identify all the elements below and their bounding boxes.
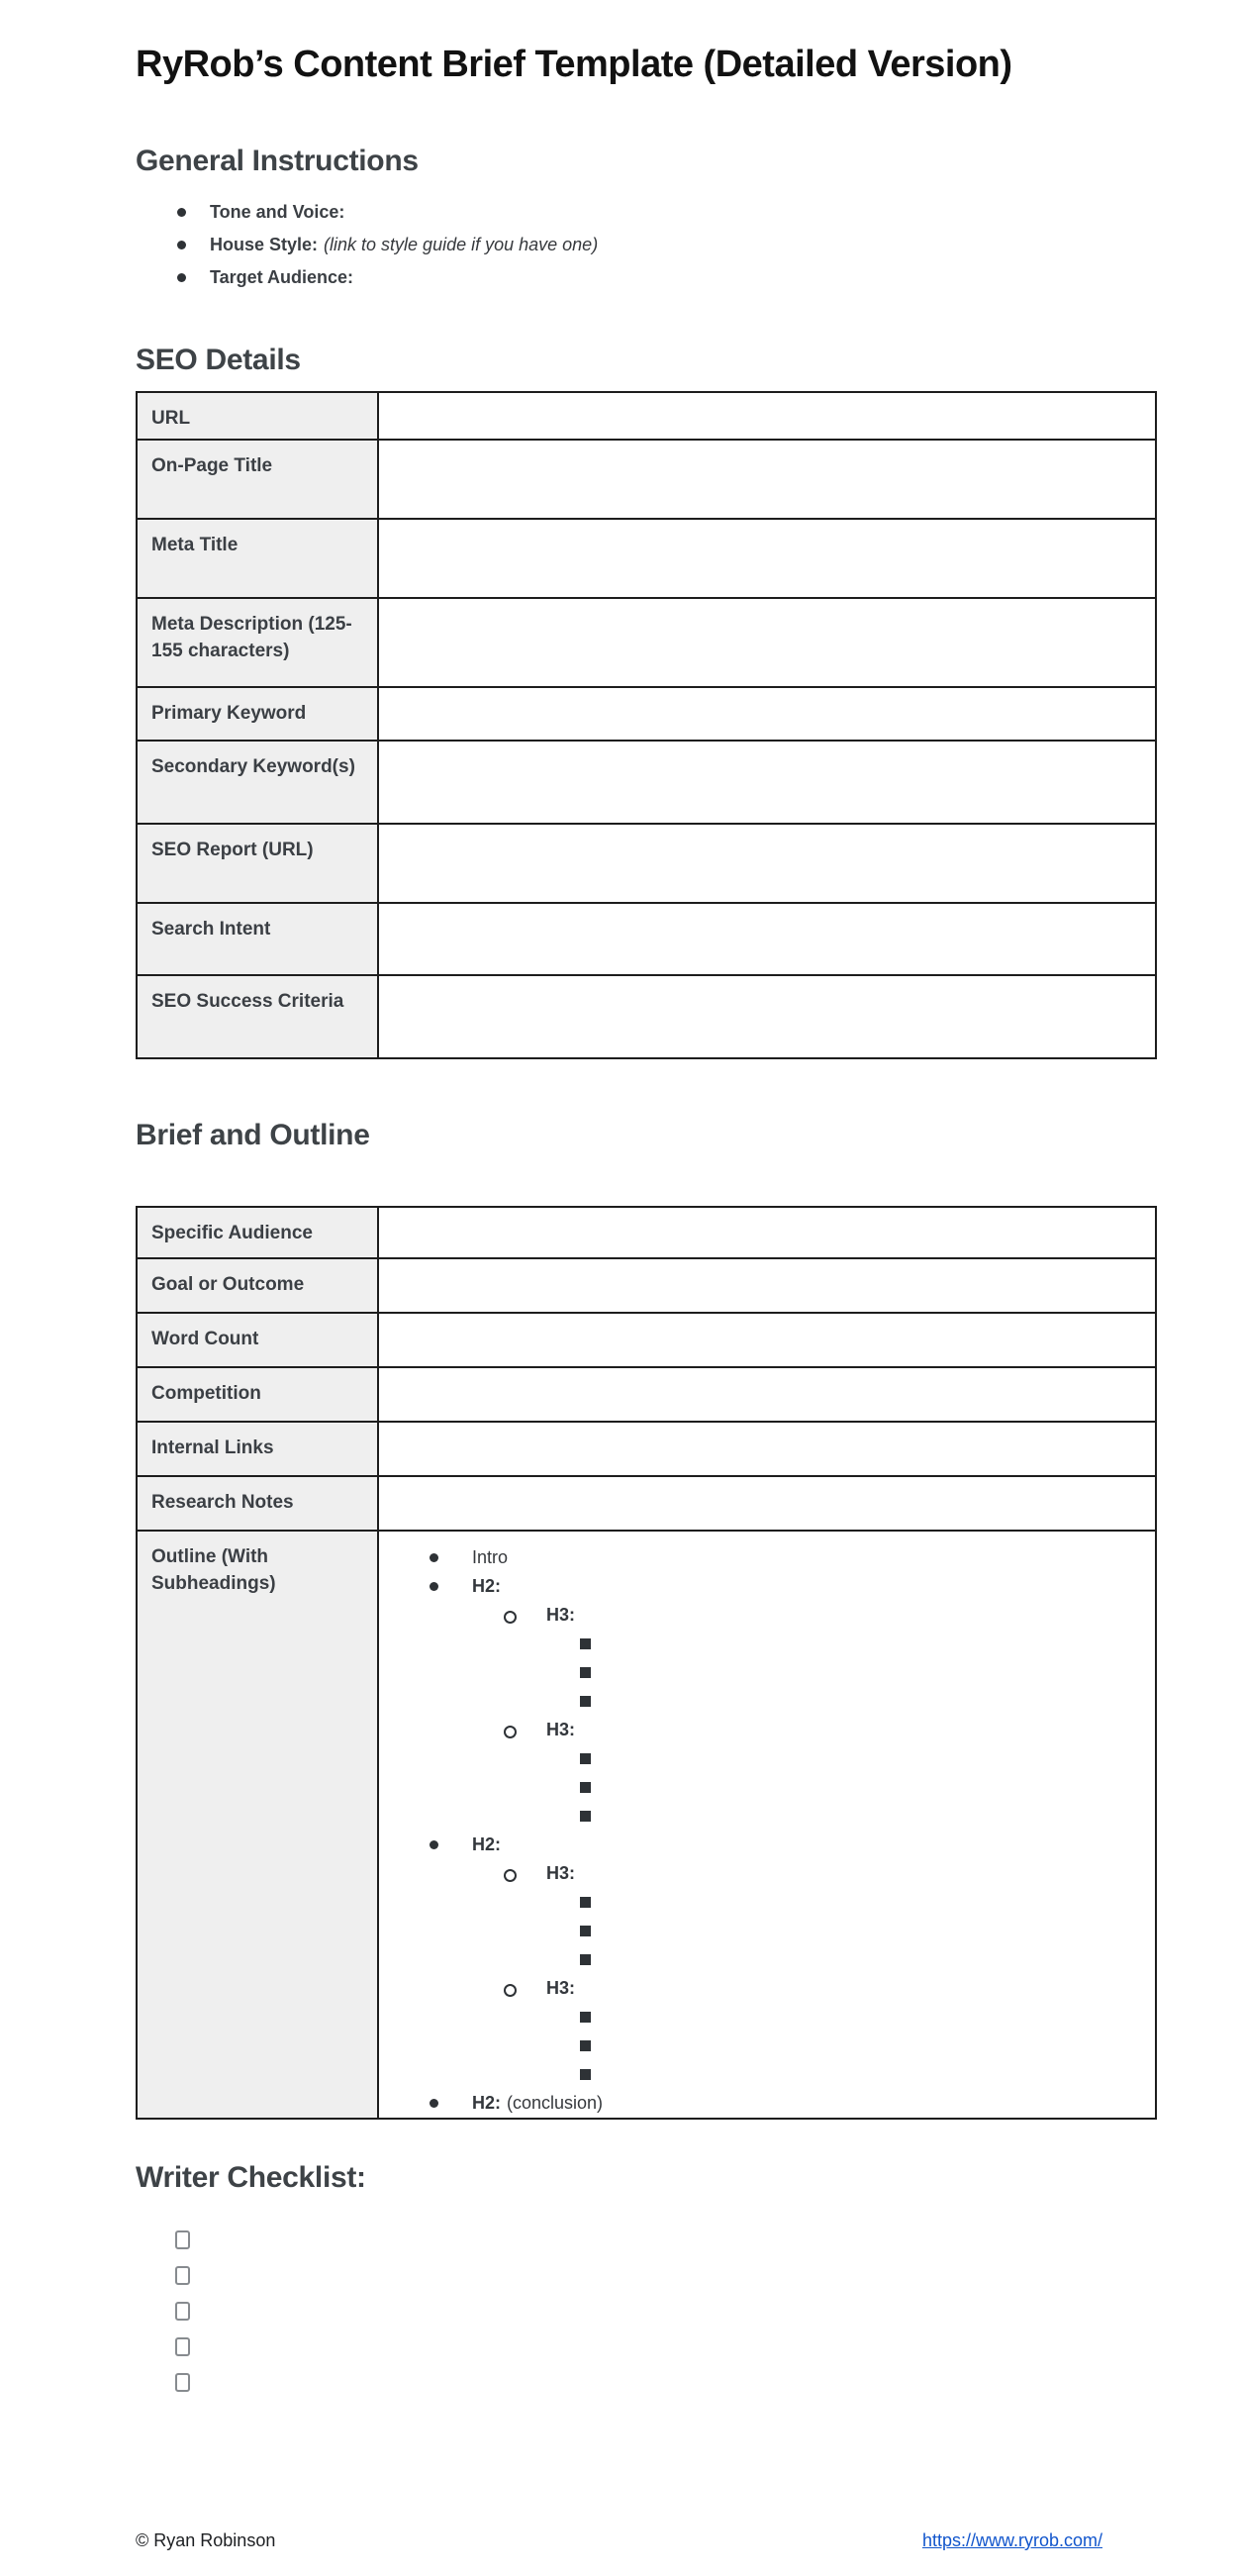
- list-item-house-style: [210, 229, 1157, 261]
- outline-point: [594, 2031, 1155, 2060]
- outline-item-h2-conclusion: [472, 2089, 1155, 2118]
- writer-checklist: [136, 2230, 1157, 2392]
- row-value-cell[interactable]: [378, 1476, 1156, 1531]
- checkbox-empty[interactable]: [175, 2266, 190, 2285]
- table-row-outline: [137, 1531, 1156, 2119]
- checkbox-empty[interactable]: [175, 2230, 190, 2249]
- ryrob-link[interactable]: https://www.ryrob.com/: [921, 2530, 1102, 2550]
- outline-point: [594, 1773, 1155, 1802]
- table-row-secondary-keywords: [137, 741, 1156, 824]
- outline-h2-label: H2:: [472, 1834, 502, 1854]
- outline-point: [594, 1687, 1155, 1716]
- row-value-cell[interactable]: [378, 1313, 1156, 1367]
- copyright-text: © Ryan Robinson: [136, 2530, 276, 2550]
- outline-point: [594, 1917, 1155, 1945]
- outline-point: [594, 1802, 1155, 1831]
- heading-writer-checklist: Writer Checklist:: [136, 2161, 366, 2194]
- heading-brief-and-outline: Brief and Outline: [136, 1119, 370, 1151]
- row-label: On-Page Title: [137, 440, 378, 519]
- row-value-cell[interactable]: [378, 975, 1156, 1058]
- table-row-primary-keyword: [137, 687, 1156, 741]
- row-value-cell[interactable]: [378, 1258, 1156, 1313]
- outline-list: [379, 1543, 1155, 2118]
- list-item-note: (link to style guide if you have one): [324, 235, 599, 254]
- table-row-word-count: [137, 1313, 1156, 1367]
- row-value-cell[interactable]: [378, 1367, 1156, 1422]
- table-row-goal-or-outcome: [137, 1258, 1156, 1313]
- row-label: SEO Report (URL): [137, 824, 378, 903]
- row-label: Outline (With Subheadings): [137, 1531, 378, 2119]
- outline-item-h3: [546, 1974, 1155, 2089]
- outline-point: [594, 1888, 1155, 1917]
- outline-point: [594, 1630, 1155, 1658]
- outline-item-h2: [472, 1831, 1155, 2089]
- table-row-research-notes: [137, 1476, 1156, 1531]
- table-row-seo-report: [137, 824, 1156, 903]
- outline-h3-label: H3:: [546, 1605, 576, 1625]
- row-label: Goal or Outcome: [137, 1258, 378, 1313]
- outline-point: [594, 1945, 1155, 1974]
- outline-sublist: [472, 1859, 1155, 2089]
- table-row-internal-links: [137, 1422, 1156, 1476]
- document-page: [136, 42, 1157, 2392]
- outline-points: [546, 1888, 1155, 1974]
- outline-points: [546, 1744, 1155, 1831]
- table-row-competition: [137, 1367, 1156, 1422]
- doc-title: RyRob’s Content Brief Template (Detailed Version): [136, 44, 1012, 85]
- list-item-label: House Style:: [210, 235, 319, 254]
- outline-h2-label: H2:: [472, 2093, 502, 2113]
- list-item-tone-and-voice: [210, 196, 1157, 229]
- row-label: Meta Title: [137, 519, 378, 598]
- row-label: Word Count: [137, 1313, 378, 1367]
- row-value-cell[interactable]: [378, 687, 1156, 741]
- row-value-cell[interactable]: [378, 741, 1156, 824]
- table-row-specific-audience: [137, 1207, 1156, 1258]
- outline-cell[interactable]: [378, 1531, 1156, 2119]
- page-footer: [136, 2530, 1102, 2551]
- table-row-meta-description: [137, 598, 1156, 687]
- outline-item-intro: Intro: [472, 1543, 1155, 1572]
- table-row-search-intent: [137, 903, 1156, 975]
- outline-item-h3: [546, 1859, 1155, 1974]
- row-value-cell[interactable]: [378, 903, 1156, 975]
- list-item-target-audience: [210, 261, 1157, 294]
- row-label: Search Intent: [137, 903, 378, 975]
- row-value-cell[interactable]: [378, 392, 1156, 440]
- outline-sublist: [472, 1601, 1155, 1831]
- row-value-cell[interactable]: [378, 440, 1156, 519]
- outline-points: [546, 1630, 1155, 1716]
- row-label: Competition: [137, 1367, 378, 1422]
- outline-h2-label: H2:: [472, 1576, 502, 1596]
- table-row-seo-success-criteria: [137, 975, 1156, 1058]
- row-value-cell[interactable]: [378, 598, 1156, 687]
- outline-h3-label: H3:: [546, 1863, 576, 1883]
- row-value-cell[interactable]: [378, 824, 1156, 903]
- row-label: Primary Keyword: [137, 687, 378, 741]
- row-value-cell[interactable]: [378, 519, 1156, 598]
- row-label: Internal Links: [137, 1422, 378, 1476]
- row-value-cell[interactable]: [378, 1207, 1156, 1258]
- table-row-meta-title: [137, 519, 1156, 598]
- outline-point: [594, 2003, 1155, 2031]
- row-label: Specific Audience: [137, 1207, 378, 1258]
- list-item-label: Tone and Voice:: [210, 202, 345, 222]
- outline-point: [594, 2060, 1155, 2089]
- outline-item-h2: [472, 1572, 1155, 1831]
- brief-outline-table: [136, 1206, 1157, 2120]
- outline-h3-label: H3:: [546, 1978, 576, 1998]
- checkbox-empty[interactable]: [175, 2302, 190, 2321]
- row-label: SEO Success Criteria: [137, 975, 378, 1058]
- list-item-label: Target Audience:: [210, 267, 354, 287]
- outline-point: [594, 1744, 1155, 1773]
- row-label: URL: [137, 392, 378, 440]
- table-row-url: [137, 392, 1156, 440]
- outline-item-h3: [546, 1716, 1155, 1831]
- heading-seo-details: SEO Details: [136, 344, 301, 376]
- seo-details-table: [136, 391, 1157, 1059]
- outline-points: [546, 2003, 1155, 2089]
- outline-item-h3: [546, 1601, 1155, 1716]
- outline-h3-label: H3:: [546, 1720, 576, 1739]
- heading-general-instructions: General Instructions: [136, 145, 419, 177]
- row-label: Research Notes: [137, 1476, 378, 1531]
- row-label: Meta Description (125-155 characters): [137, 598, 378, 687]
- outline-point: [594, 1658, 1155, 1687]
- checkbox-empty[interactable]: [175, 2337, 190, 2356]
- general-instructions-list: [136, 196, 1157, 294]
- checkbox-empty[interactable]: [175, 2373, 190, 2392]
- outline-conclusion-note: (conclusion): [507, 2093, 604, 2113]
- table-row-on-page-title: [137, 440, 1156, 519]
- row-value-cell[interactable]: [378, 1422, 1156, 1476]
- row-label: Secondary Keyword(s): [137, 741, 378, 824]
